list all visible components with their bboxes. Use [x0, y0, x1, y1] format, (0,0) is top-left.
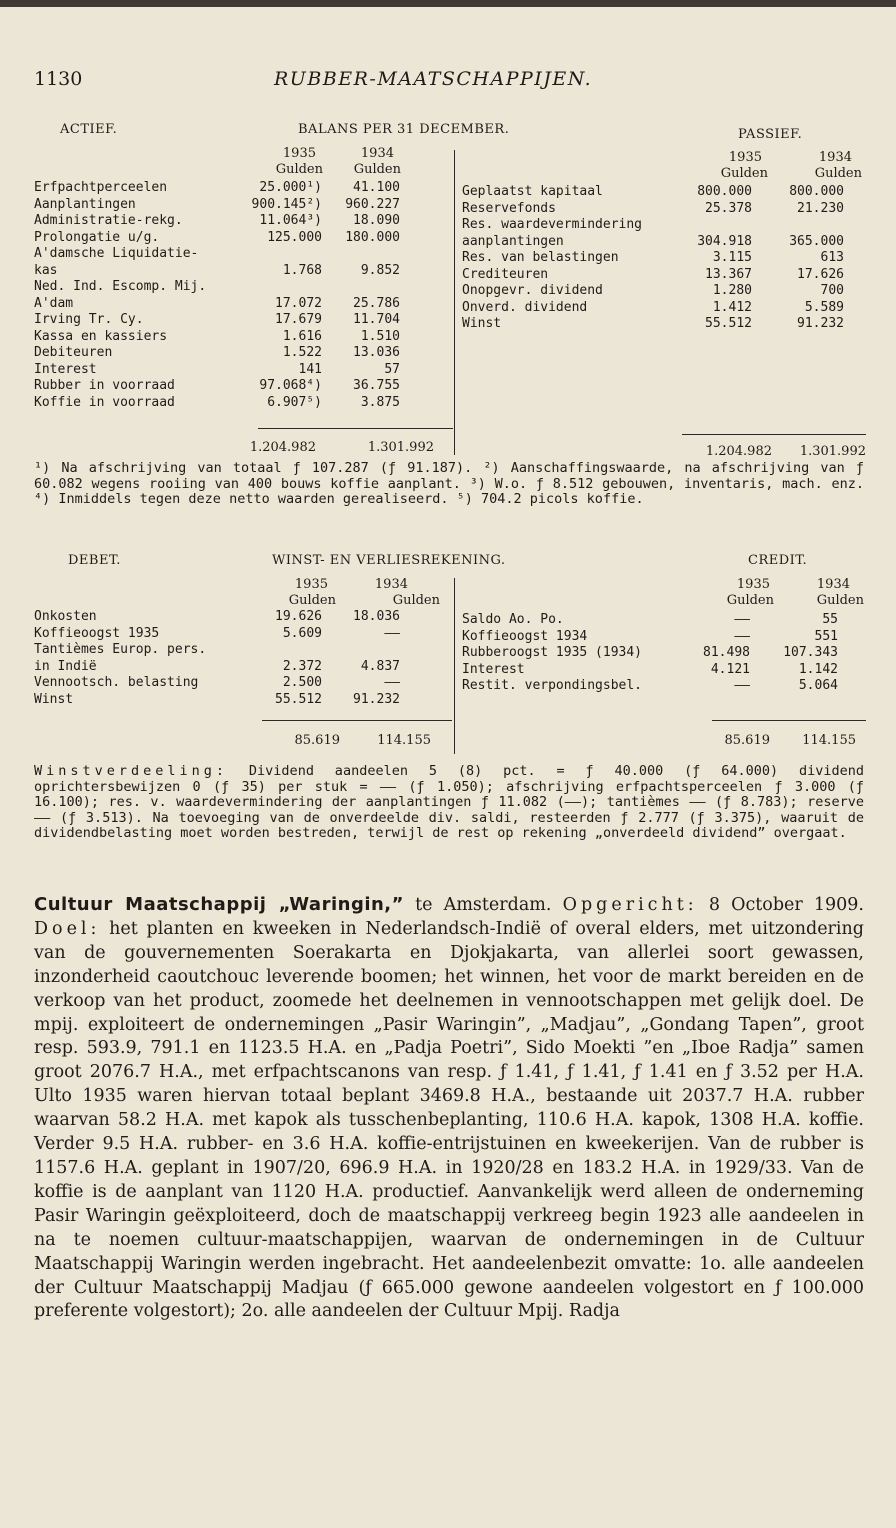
table-row [462, 300, 872, 316]
row-value-1934: 4.837 [360, 658, 400, 674]
row-value-1934: 5.064 [798, 678, 838, 693]
row-value-1935: 141 [298, 361, 322, 377]
opgericht-value: 8 October 1909. [697, 895, 864, 915]
winstverdeeling-label: Winstverdeeling: [34, 763, 229, 779]
table-row [34, 213, 434, 229]
table-row [462, 678, 872, 694]
balance-footnotes: ¹) Na afschrijving van totaal ƒ 107.287 (ƒ 91.187). ²) Aanschaffingswaarde, na afschrijving van ƒ 60.082 wegens rooiing van 400 bouws koffie aanplant. ³) W.o. ƒ 8.512 gebouwen, inventaris, mach. enz. ⁴) Inmiddels tegen deze netto waarden gerealiseerd. ⁵) 704.2 picols koffie. [34, 460, 864, 507]
row-value-1935: 25.378 [705, 200, 752, 216]
row-label: Res. van belastingen [462, 250, 619, 265]
table-row [34, 609, 434, 625]
assets-year2: 1934 [360, 146, 394, 161]
row-label: Onopgevr. dividend [462, 283, 603, 298]
table-row [34, 659, 434, 675]
balance-divider [454, 150, 455, 455]
row-value-1934: 11.704 [353, 312, 400, 327]
credit-unit2: Gulden [816, 593, 864, 608]
table-row [462, 250, 872, 266]
assets-unit1: Gulden [275, 162, 323, 177]
company-description [34, 893, 864, 1324]
row-value-1935: —— [734, 628, 750, 644]
liab-year1: 1935 [728, 150, 762, 165]
row-label: Rubber in voorraad [34, 378, 175, 393]
debet-label: DEBET. [68, 553, 121, 568]
row-value-1935: 55.512 [275, 691, 322, 707]
row-label: Rubberoogst 1935 (1934) [462, 645, 643, 660]
row-label: Koffieoogst 1935 [34, 625, 160, 641]
row-value-1935: —— [734, 678, 750, 693]
scan-edge [0, 0, 896, 7]
row-value-1934: 25.786 [353, 295, 400, 311]
row-label: Restit. verpondingsbel. [462, 678, 643, 693]
row-value-1935: 17.679 [275, 312, 322, 327]
table-row [34, 675, 434, 691]
row-value-1934: 17.626 [797, 266, 844, 282]
row-value-1935: 304.918 [697, 233, 752, 249]
row-value-1935: 1.280 [712, 283, 752, 298]
credit-total-1935: 85.619 [724, 733, 770, 748]
debit-unit2: Gulden [392, 593, 440, 608]
row-label: Crediteuren [462, 266, 549, 282]
table-row [462, 316, 872, 332]
table-row [462, 234, 872, 250]
table-row [462, 662, 872, 678]
liab-unit2: Gulden [814, 166, 862, 181]
liabilities-list [462, 184, 872, 344]
assets-total-1935: 1.204.982 [249, 440, 316, 455]
table-row [34, 279, 434, 295]
table-row [34, 230, 434, 246]
row-value-1935: 1.522 [282, 345, 322, 360]
company-body: het planten en kweeken in Nederlandsch-Indië of overal elders, met uitzondering van de gouvernementen Soerakarta en Djokjakarta, van allerlei soort gewassen, inzonderheid caoutchouc leverende boomen; het winnen, het voor de markt bereiden en de verkoop van het product, zoomede het deelnemen in vennootschappen met gelijk doel. De mpij. exploiteert de ondernemingen „Pasir Waringin”, „Madjau”, „Gondang Tapen”, groot resp. 593.9, 791.1 en 1123.5 H.A. en „Padja Poetri”, Sido Moekti ”en „Iboe Radja” samen groot 2076.7 H.A., met erfpachtscanons van resp. ƒ 1.41, ƒ 1.41, ƒ 1.41 en ƒ 3.52 per H.A. Ulto 1935 waren hiervan totaal beplant 3469.8 H.A., bestaande uit 2037.7 H.A. rubber waarvan 58.2 H.A. met kapok als tusschenbeplanting, 110.6 H.A. kapok, 1308 H.A. koffie. Verder 9.5 H.A. rubber- en 3.6 H.A. koffie-entrijstuinen en kweekerijen. Van de rubber is 1157.6 H.A. geplant in 1907/20, 696.9 H.A. in 1920/28 en 183.2 H.A. in 1929/33. Van de koffie is de aanplant van 1120 H.A. productief. Aanvankelijk werd alleen de onderneming Pasir Waringin geëxploiteerd, doch de maatschappij verkreeg begin 1923 alle aandeelen in na te noemen cultuur-maatschappijen, waarvan de ondernemingen in de Cultuur Maatschappij Waringin werden ingebracht. Het aandeelenbezit omvatte: 1o. alle aandeelen der Cultuur Maatschappij Madjau (ƒ 665.000 gewone aandeelen volgestort en ƒ 100.000 preferente volgestort); 2o. alle aandeelen der Cultuur Mpij. Radja [34, 918, 864, 1322]
row-label: Administratie-rekg. [34, 213, 183, 228]
row-value-1934: 13.036 [353, 345, 400, 360]
row-label: A'damsche Liquidatie- [34, 246, 199, 261]
row-label: Irving Tr. Cy. [34, 312, 144, 327]
row-value-1934: 800.000 [789, 184, 844, 199]
table-row [34, 626, 434, 642]
row-value-1935: 2.372 [282, 658, 322, 674]
credit-total-rule [712, 720, 866, 721]
row-value-1934: —— [384, 625, 400, 641]
row-label: Res. waardevermindering [462, 217, 643, 232]
table-row [34, 378, 434, 394]
row-value-1935: 6.907⁵) [267, 394, 322, 410]
table-row [462, 201, 872, 217]
row-value-1934: 57 [384, 361, 400, 377]
liab-total-1934: 1.301.992 [799, 444, 866, 459]
row-label: Interest [462, 661, 525, 677]
page-header [34, 68, 856, 94]
table-row [462, 283, 872, 299]
row-value-1934: 18.036 [353, 609, 400, 624]
row-value-1934: 551 [814, 628, 838, 644]
opgericht-label: Opgericht: [562, 895, 698, 915]
table-row [462, 645, 872, 661]
assets-year1: 1935 [282, 146, 316, 161]
row-value-1935: 900.145²) [251, 196, 322, 212]
winstverdeeling-text: Dividend aandeelen 5 (8) pct. = ƒ 40.000 (ƒ 64.000) dividend oprichtersbewijzen 0 (ƒ 35) per stuk = —— (ƒ 1.050); afschrijving erfpachtsperceelen ƒ 3.000 (ƒ 16.100); res. v. waardevermindering der aanplantingen ƒ 11.082 (——); tantièmes —— (ƒ 8.783); reserve —— (ƒ 3.513). Na toevoeging van de onverdeelde div. saldi, resteerden ƒ 2.777 (ƒ 3.375), waaruit de dividendbelasting moet worden bestreden, terwijl de rest op rekening „onverdeeld dividend” overgaat. [34, 763, 864, 841]
row-value-1935: 5.609 [282, 625, 322, 641]
row-value-1935: —— [734, 612, 750, 627]
row-value-1935: 25.000¹) [259, 180, 322, 195]
row-label: Aanplantingen [34, 196, 136, 212]
row-value-1934: —— [384, 675, 400, 690]
row-value-1934: 365.000 [789, 233, 844, 249]
row-value-1934: 91.232 [353, 691, 400, 707]
table-row [34, 395, 434, 411]
company-name: Cultuur Maatschappij „Waringin,” [34, 894, 404, 915]
row-value-1934: 36.755 [353, 378, 400, 393]
row-value-1934: 55 [822, 612, 838, 627]
row-label: Erfpachtperceelen [34, 180, 168, 195]
row-label: Tantièmes Europ. pers. [34, 642, 207, 657]
row-value-1934: 18.090 [353, 213, 400, 228]
row-label: Debiteuren [34, 345, 113, 360]
table-row [34, 642, 434, 658]
debit-total-1934: 114.155 [377, 733, 431, 748]
row-value-1934: 613 [820, 250, 844, 265]
table-row [462, 217, 872, 233]
row-value-1935: 1.768 [282, 262, 322, 278]
row-label: Winst [34, 691, 74, 707]
row-value-1934: 180.000 [345, 229, 400, 245]
row-value-1934: 9.852 [360, 262, 400, 278]
company-location: te Amsterdam. [403, 895, 563, 915]
row-value-1935: 17.072 [275, 295, 322, 311]
row-value-1934: 700 [820, 283, 844, 298]
assets-total-1934: 1.301.992 [367, 440, 434, 455]
assets-list [34, 180, 434, 420]
liab-year2: 1934 [818, 150, 852, 165]
row-label: Prolongatie u/g. [34, 229, 160, 245]
row-label: Interest [34, 361, 97, 377]
row-value-1934: 21.230 [797, 200, 844, 216]
debit-year2: 1934 [374, 577, 408, 592]
row-value-1934: 41.100 [353, 180, 400, 195]
row-value-1934: 5.589 [804, 299, 844, 315]
assets-unit2: Gulden [353, 162, 401, 177]
row-label: A'dam [34, 295, 74, 311]
actief-label: ACTIEF. [60, 122, 118, 137]
liab-unit1: Gulden [720, 166, 768, 181]
running-title: RUBBER-MAATSCHAPPIJEN. [274, 68, 593, 90]
table-row [462, 612, 872, 628]
debit-year1: 1935 [294, 577, 328, 592]
row-value-1935: 1.412 [712, 299, 752, 315]
row-value-1935: 2.500 [282, 675, 322, 690]
table-row [34, 197, 434, 213]
assets-total-rule [258, 428, 453, 429]
credit-total-1934: 114.155 [802, 733, 856, 748]
doel-label: Doel: [34, 918, 101, 939]
row-value-1935: 11.064³) [259, 213, 322, 228]
debit-list [34, 609, 434, 719]
row-value-1935: 19.626 [275, 609, 322, 624]
row-value-1934: 107.343 [783, 645, 838, 660]
row-label: Saldo Ao. Po. [462, 612, 564, 627]
credit-year2: 1934 [816, 577, 850, 592]
row-value-1935: 125.000 [267, 229, 322, 245]
pnl-title: WINST- EN VERLIESREKENING. [272, 553, 506, 568]
row-label: Kassa en kassiers [34, 328, 168, 344]
debit-total-1935: 85.619 [294, 733, 340, 748]
row-label: Onverd. dividend [462, 299, 588, 315]
credit-list [462, 612, 872, 702]
table-row [34, 180, 434, 196]
liab-total-rule [682, 434, 866, 435]
row-label: Koffie in voorraad [34, 394, 175, 410]
row-value-1934: 1.142 [798, 661, 838, 677]
table-row [462, 267, 872, 283]
row-value-1935: 81.498 [703, 645, 750, 660]
row-value-1934: 91.232 [797, 316, 844, 331]
credit-year1: 1935 [736, 577, 770, 592]
table-row [34, 296, 434, 312]
row-value-1935: 3.115 [712, 250, 752, 265]
row-value-1935: 1.616 [282, 328, 322, 344]
table-row [34, 692, 434, 708]
row-value-1934: 3.875 [360, 394, 400, 410]
row-value-1935: 55.512 [705, 316, 752, 331]
table-row [34, 263, 434, 279]
table-row [34, 312, 434, 328]
table-row [34, 345, 434, 361]
row-label: Winst [462, 316, 502, 331]
row-value-1935: 4.121 [710, 661, 750, 677]
row-label: Geplaatst kapitaal [462, 184, 603, 199]
row-label: in Indië [34, 658, 97, 674]
balance-title: BALANS PER 31 DECEMBER. [298, 122, 510, 137]
pnl-divider [454, 578, 455, 754]
row-label: aanplantingen [462, 233, 564, 249]
page-number: 1130 [34, 68, 83, 90]
row-value-1935: 13.367 [705, 266, 752, 282]
row-label: Koffieoogst 1934 [462, 628, 588, 644]
table-row [462, 629, 872, 645]
row-label: Ned. Ind. Escomp. Mij. [34, 279, 207, 294]
row-label: Onkosten [34, 609, 97, 624]
row-label: Vennootsch. belasting [34, 675, 199, 690]
winstverdeeling [34, 764, 864, 842]
table-row [462, 184, 872, 200]
table-row [34, 362, 434, 378]
row-value-1934: 960.227 [345, 196, 400, 212]
row-value-1935: 97.068⁴) [259, 378, 322, 393]
table-row [34, 246, 434, 262]
row-value-1935: 800.000 [697, 184, 752, 199]
debit-unit1: Gulden [288, 593, 336, 608]
table-row [34, 329, 434, 345]
row-value-1934: 1.510 [360, 328, 400, 344]
row-label: kas [34, 262, 58, 278]
row-label: Reservefonds [462, 200, 556, 216]
credit-unit1: Gulden [726, 593, 774, 608]
liab-total-1935: 1.204.982 [705, 444, 772, 459]
debit-total-rule [262, 720, 452, 721]
passief-label: PASSIEF. [738, 127, 803, 142]
credit-label: CREDIT. [748, 553, 808, 568]
